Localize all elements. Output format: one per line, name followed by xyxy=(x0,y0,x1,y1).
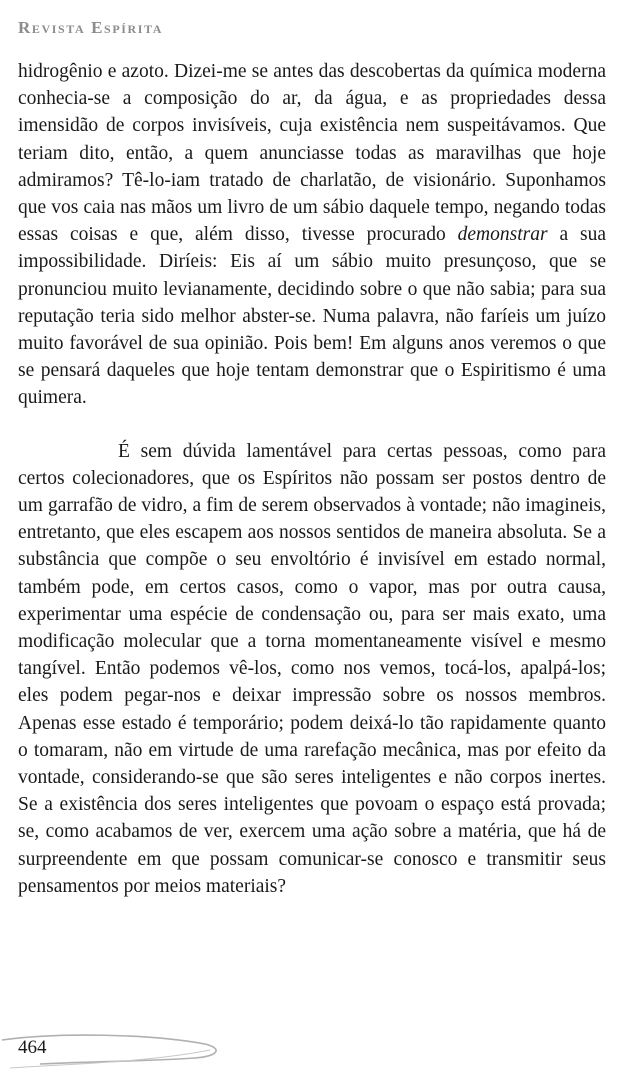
paragraph-spacer xyxy=(18,412,606,438)
body-text xyxy=(18,58,606,900)
paragraph-1 xyxy=(18,58,606,412)
emphasis-word: demonstrar xyxy=(457,224,548,246)
paragraph-1-part-1: hidrogênio e azoto. Dizei-me se antes das descobertas da química moderna conhecia-se a composição do ar, da água, e as propriedades dessa imensidão de corpos invisíveis, cuja existência nem suspeitávamos. Que teriam dito, então, a quem anunciasse todas as maravilhas que hoje admiramos? Tê-lo-iam tratado de charlatão, de visionário. Suponhamos que vos caia nas mãos um livro de um sábio daquele tempo, negando todas essas coisas e que, além disso, tivesse procurado xyxy=(18,61,606,246)
paragraph-2 xyxy=(18,438,606,900)
page-number: 464 xyxy=(18,1037,47,1058)
running-head: Revista Espírita xyxy=(18,18,164,37)
paragraph-1-part-2: a sua impossibilidade. Diríeis: Eis aí um sábio muito presunçoso, que se pronunciou muito levianamente, decidindo sobre o que não sabia; para sua reputação teria sido melhor abster-se. Numa palavra, não faríeis um juízo muito favorável de sua opinião. Pois bem! Em alguns anos veremos o que se pensará daqueles que hoje tentam demonstrar que o Espiritismo é uma quimera. xyxy=(18,224,606,409)
paragraph-2-text: É sem dúvida lamentável para certas pessoas, como para certos colecionadores, que os Espíritos não possam ser postos dentro de um garrafão de vidro, a fim de serem observados à vontade; não imagineis, entretanto, que eles escapem aos nossos sentidos de maneira absoluta. Se a substância que compõe o seu envoltório é invisível em estado normal, também pode, em certos casos, como o vapor, mas por outra causa, experimentar uma espécie de condensação ou, para ser mais exato, uma modificação molecular que a torna momentaneamente visível e mesmo tangível. Então podemos vê-los, como nos vemos, tocá-los, apalpá-los; eles podem pegar-nos e deixar impressão sobre os nossos membros. Apenas esse estado é temporário; podem deixá-lo tão rapidamente quanto o tomaram, não em virtude de uma rarefação mecânica, mas por efeito da vontade, considerando-se que são seres inteligentes e não corpos inertes. Se a existência dos seres inteligentes que povoam o espaço está provada; se, como acabamos de ver, exercem uma ação sobre a matéria, que há de surpreendente em que possam comunicar-se conosco e transmitir seus pensamentos por meios materiais? xyxy=(18,440,606,897)
